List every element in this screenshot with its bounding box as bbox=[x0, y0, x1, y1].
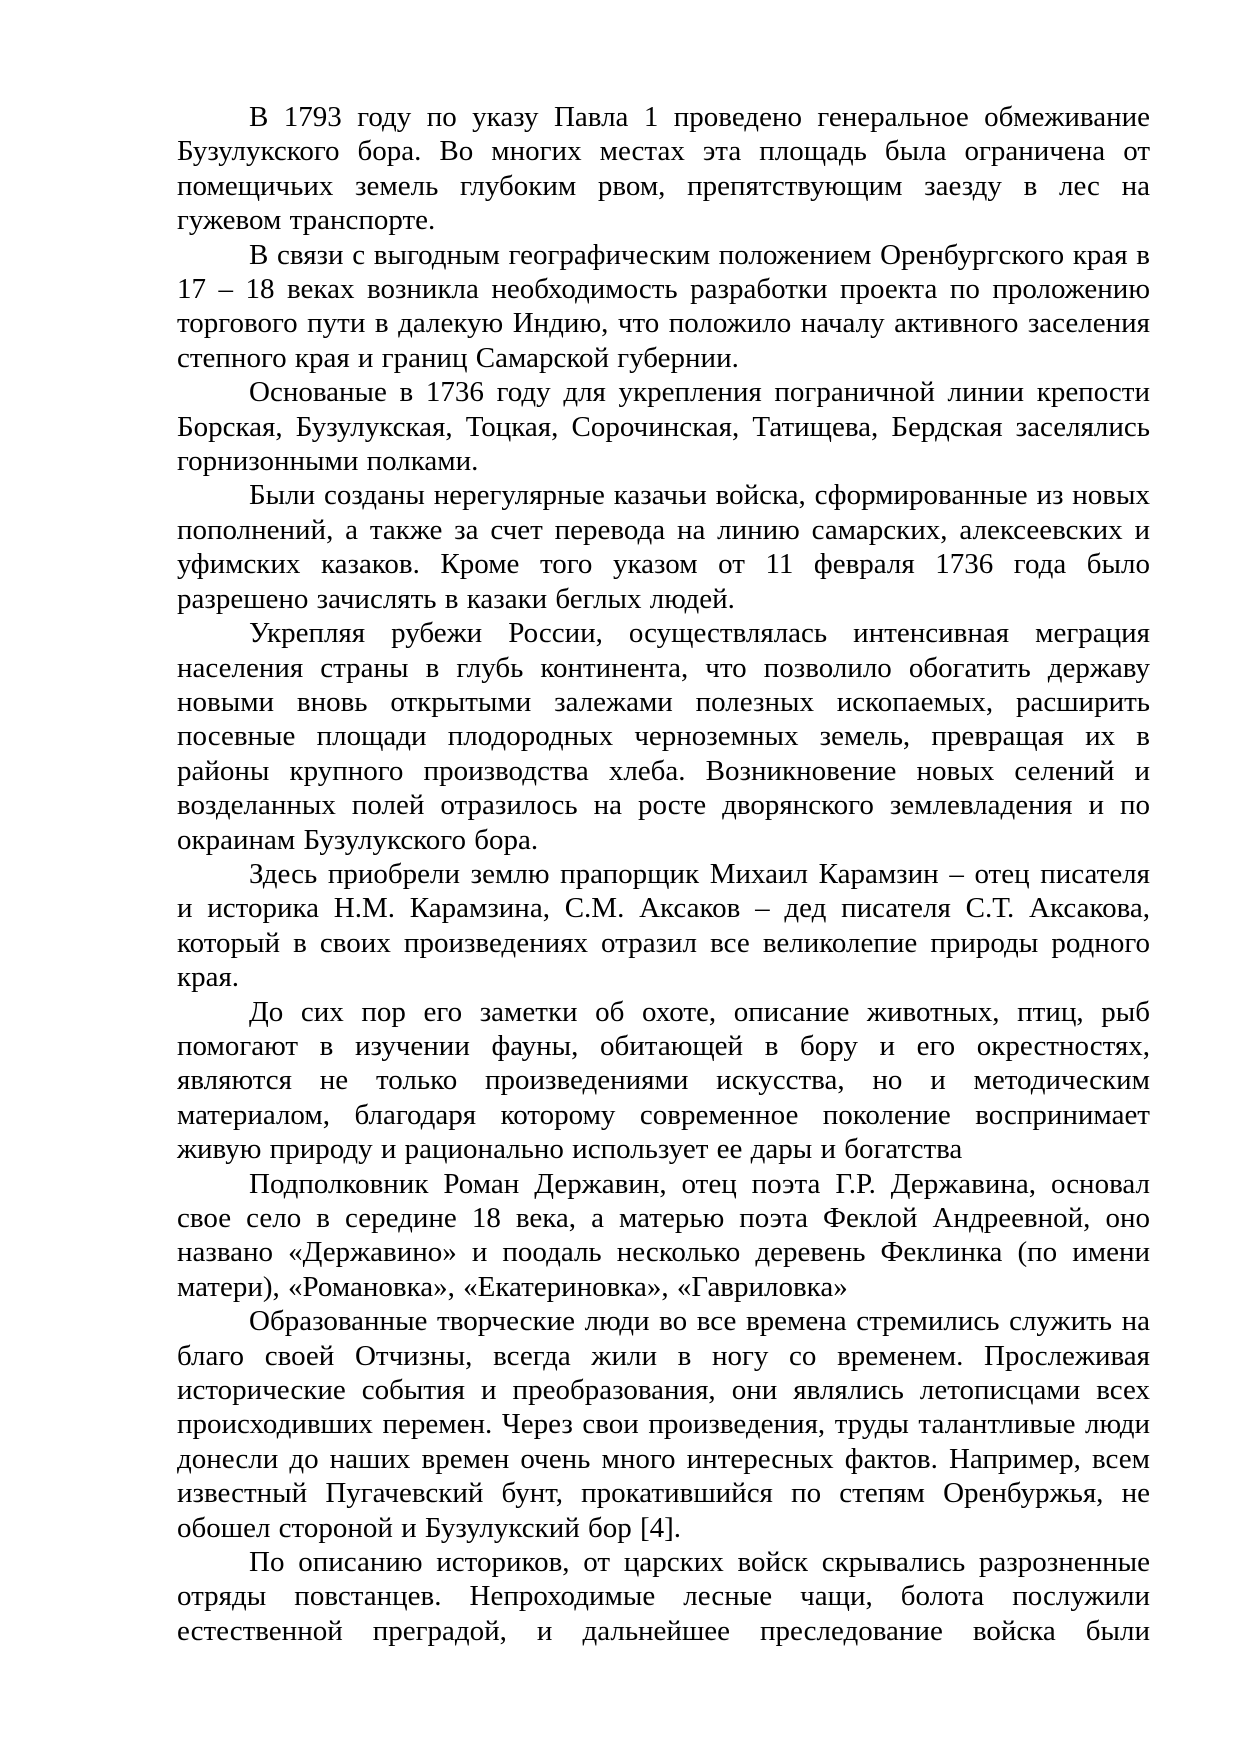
paragraph-10: По описанию историков, от царских войск скрывались разрозненные отряды повстанцев. Непроходимые лесные чащи, болота послужили естественной преградой, и дальнейшее преследование войска были bbox=[177, 1546, 1150, 1647]
paragraph-8: Подполковник Роман Державин, отец поэта Г.Р. Державина, основал свое село в середине 18 века, а матерью поэта Феклой Андреевной, оно названо «Державино» и поодаль несколько деревень Феклинка (по имени матери), «Романовка», «Екатериновка», «Гавриловка» bbox=[177, 1167, 1150, 1303]
paragraph-6: Здесь приобрели землю прапорщик Михаил Карамзин – отец писателя и историка Н.М. Карамзина, С.М. Аксаков – дед писателя С.Т. Аксакова, который в своих произведениях отразил все великолепие природы родного края. bbox=[177, 857, 1150, 994]
paragraph-5: Укрепляя рубежи России, осуществлялась интенсивная меграция населения страны в глубь континента, что позволило обогатить державу новыми вновь открытыми залежами полезных ископаемых, расширить посевные площади плодородных черноземных земель, превращая их в районы крупного производства хлеба. Возникновение новых селений и возделанных полей отразилось на росте дворянского землевладения и по окраинам Бузулукского бора. bbox=[177, 617, 1150, 856]
paragraph-2: В связи с выгодным географическим положением Оренбургского края в 17 – 18 веках возникла необходимость разработки проекта по проложению торгового пути в далекую Индию, что положило началу активного заселения степного края и границ Самарской губернии. bbox=[177, 238, 1150, 374]
text-block bbox=[177, 100, 1150, 1648]
paragraph-9: Образованные творческие люди во все времена стремились служить на благо своей Отчизны, всегда жили в ногу со временем. Прослеживая исторические события и преобразования, они являлись летописцами всех происходивших перемен. Через свои произведения, труды талантливые люди донесли до наших времен очень много интересных фактов. Например, всем известный Пугачевский бунт, прокатившийся по степям Оренбуржья, не обошел стороной и Бузулукский бор [4]. bbox=[177, 1305, 1150, 1544]
paragraph-1: В 1793 году по указу Павла 1 проведено генеральное обмеживание Бузулукского бора. Во многих местах эта площадь была ограничена от помещичьих земель глубоким рвом, препятствующим заезду в лес на гужевом транспорте. bbox=[177, 101, 1150, 237]
paragraph-4: Были созданы нерегулярные казачьи войска, сформированные из новых пополнений, а также за счет перевода на линию самарских, алексеевских и уфимских казаков. Кроме того указом от 11 февраля 1736 года было разрешено зачислять в казаки беглых людей. bbox=[177, 479, 1150, 615]
paragraph-3: Основаные в 1736 году для укрепления пограничной линии крепости Борская, Бузулукская, Тоцкая, Сорочинская, Татищева, Бердская заселялись горнизонными полками. bbox=[177, 376, 1150, 478]
paragraph-7: До сих пор его заметки об охоте, описание животных, птиц, рыб помогают в изучении фауны, обитающей в бору и его окрестностях, являются не только произведениями искусства, но и методическим материалом, благодаря которому современное поколение воспринимает живую природу и рационально использует ее дары и богатства bbox=[177, 995, 1150, 1166]
